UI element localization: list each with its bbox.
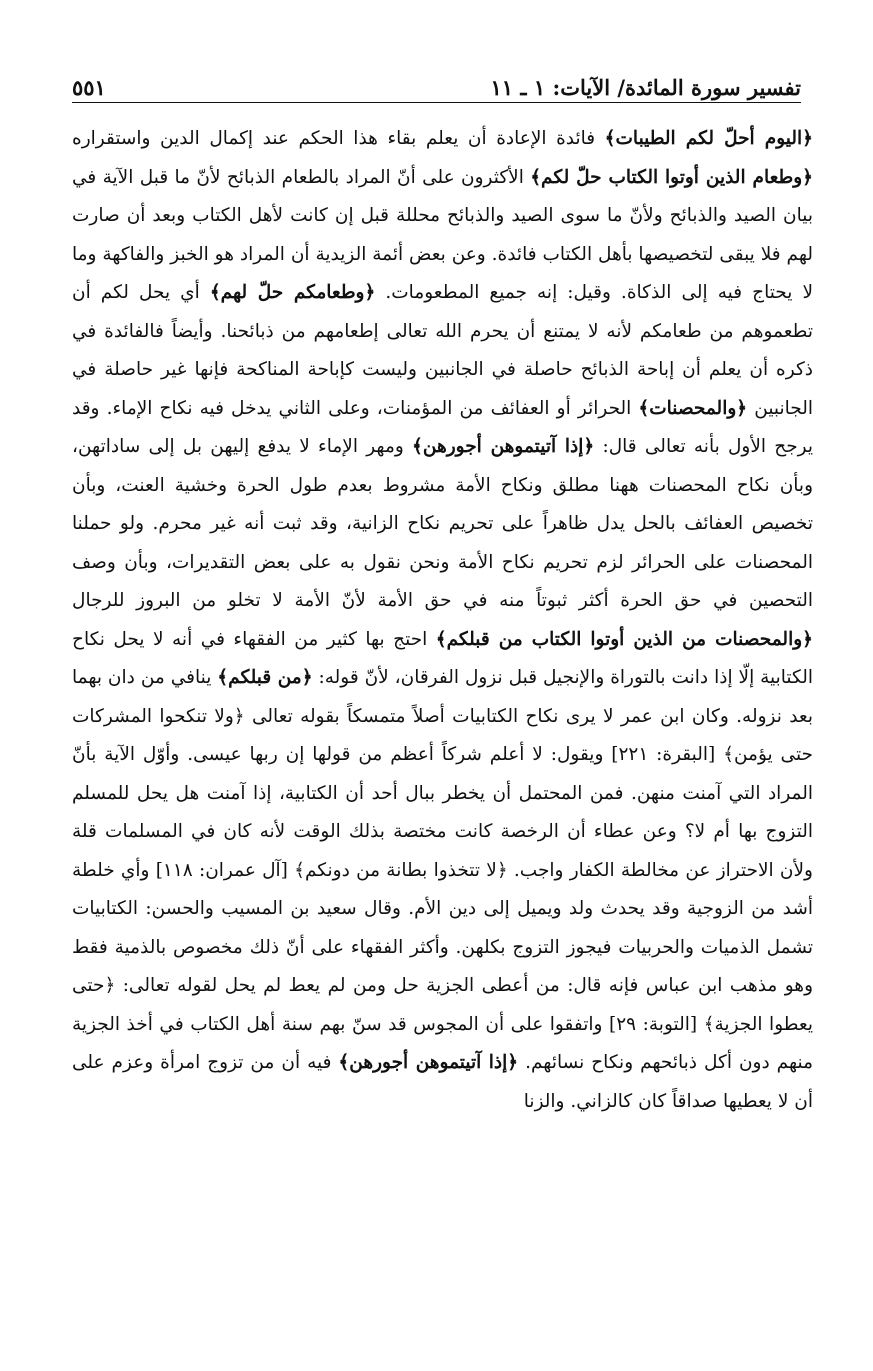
quran-quote: ﴿والمحصنات﴾ (638, 397, 748, 419)
commentary-text: ومهر الإماء لا يدفع إليهن بل إلى ساداتهن، وبأن نكاح المحصنات ههنا مطلق ونكاح الأمة مشروط بعدم طول الحرة وخشية العنت، وبأن تخصيص العفائف بالحل يدل ظاهراً على تحريم نكاح الزانية، وقد ثبت أنه غير محرم. ولو حملنا المحصنات على الحرائر لزم تحريم نكاح الأمة ونحن نقول به على بعض التقديرات، وبأن وصف التحصين في حق الحرة أكثر ثبوتاً منه في حق الأمة لأنّ الأمة لا تخلو من البروز للرجال (72, 436, 813, 611)
commentary-text: [التوبة: ٢٩] واتفقوا على أن المجوس قد سنّ بهم سنة أهل الكتاب في أخذ الجزية منهم دون أكل ذبائحهم ونكاح نسائهم. (72, 1013, 814, 1073)
header-rule (72, 102, 801, 103)
commentary-text: احتج بها كثير من الفقهاء في أنه لا يحل نكاح الكتابية إلّا إذا دانت بالتوراة والإنجيل قبل نزول الفرقان، لأنّ قوله: (72, 628, 813, 688)
commentary-text: [البقرة: ٢٢١] ويقول: لا أعلم شركاً أعظم من قولها إن ربها عيسى. وأوّل الآية بأنّ المراد التي آمنت منهن. فمن المحتمل أن يخطر ببال أحد أن الكتابية، إذا آمنت هل يحل للمسلم التزوج بها أم لا؟ وعن عطاء أن الرخصة كانت مختصة بذلك الوقت لأنه كان في المسلمات قلة ولأن الاحتراز عن مخالطة الكفار واجب. (72, 744, 813, 881)
quran-citation: ﴿ولا تنكحوا المشركات حتى يؤمن﴾ (72, 705, 813, 765)
quran-citation: ﴿حتى يعطوا الجزية﴾ (72, 975, 813, 1035)
page-number: ٥٥١ (72, 75, 106, 100)
commentary-text: الأكثرون على أنّ المراد بالطعام الذبائح لأنّ ما قبل الآية في بيان الصيد والذبائح ولأنّ ما سوى الصيد والذبائح محللة قبل إن كانت لأهل الكتاب وبعد أن صارت لهم فلا يبقى لتخصيصها بأهل الكتاب فائدة. وعن بعض أئمة الزيدية أن المراد هو الخبز والفاكهة وما لا يحتاج فيه إلى الذكاة. وقيل: إنه جميع المطعومات. (72, 166, 813, 303)
commentary-paragraph (72, 120, 813, 1121)
quran-quote: ﴿وطعامكم حلّ لهم﴾ (209, 282, 376, 303)
quran-quote: ﴿والمحصنات من الذين أوتوا الكتاب من قبلكم﴾ (435, 628, 813, 650)
commentary-text: فائدة الإعادة أن يعلم بقاء هذا الحكم عند إكمال الدين واستقراره (72, 128, 605, 149)
commentary-text: [آل عمران: ١١٨] وأي خلطة أشد من الزوجية وقد يحدث ولد ويميل إلى دين الأم. وقال سعيد بن المسيب والحسن: الكتابيات تشمل الذميات والحربيات فيجوز التزوج بكلهن. وأكثر الفقهاء على أنّ ذلك مخصوص بالذمية فقط وهو مذهب ابن عباس فإنه قال: من أعطى الجزية حل ومن لم يعط لم يحل لقوله تعالى: (72, 859, 813, 996)
commentary-body (72, 120, 813, 1121)
commentary-text: فيه أن من تزوج امرأة وعزم على أن لا يعطيها صداقاً كان كالزاني. والزنا (72, 1052, 813, 1112)
commentary-text: ينافي من دان بهما بعد نزوله. وكان ابن عمر لا يرى نكاح الكتابيات أصلاً متمسكاً بقوله تعالى (72, 667, 813, 727)
header-title: تفسير سورة المائدة/ الآيات: ١ ـ ١١ (490, 75, 801, 100)
quran-quote: ﴿اليوم أحلّ لكم الطيبات﴾ (604, 128, 813, 149)
quran-quote: ﴿إذا آتيتموهن أجورهن﴾ (412, 436, 595, 457)
quran-quote: ﴿وطعام الذين أوتوا الكتاب حلّ لكم﴾ (530, 166, 814, 188)
quran-quote: ﴿إذا آتيتموهن أجورهن﴾ (338, 1052, 519, 1073)
running-header (72, 64, 801, 100)
quran-quote: ﴿من قبلكم﴾ (217, 667, 313, 688)
commentary-text: أي يحل لكم أن تطعموهم من طعامكم لأنه لا يمتنع أن يحرم الله تعالى إطعامهم من ذبائحنا. وأيضاً فالفائدة في ذكره أن يعلم أن إباحة الذبائح حاصلة في الجانبين وليست كإباحة المناكحة فإنها غير حاصلة في الجانبين (72, 282, 813, 419)
commentary-text: الحرائر أو العفائف من المؤمنات، وعلى الثاني يدخل فيه نكاح الإماء. وقد يرجح الأول بأنه تعالى قال: (72, 397, 813, 457)
quran-citation: ﴿لا تتخذوا بطانة من دونكم﴾ (294, 859, 508, 881)
